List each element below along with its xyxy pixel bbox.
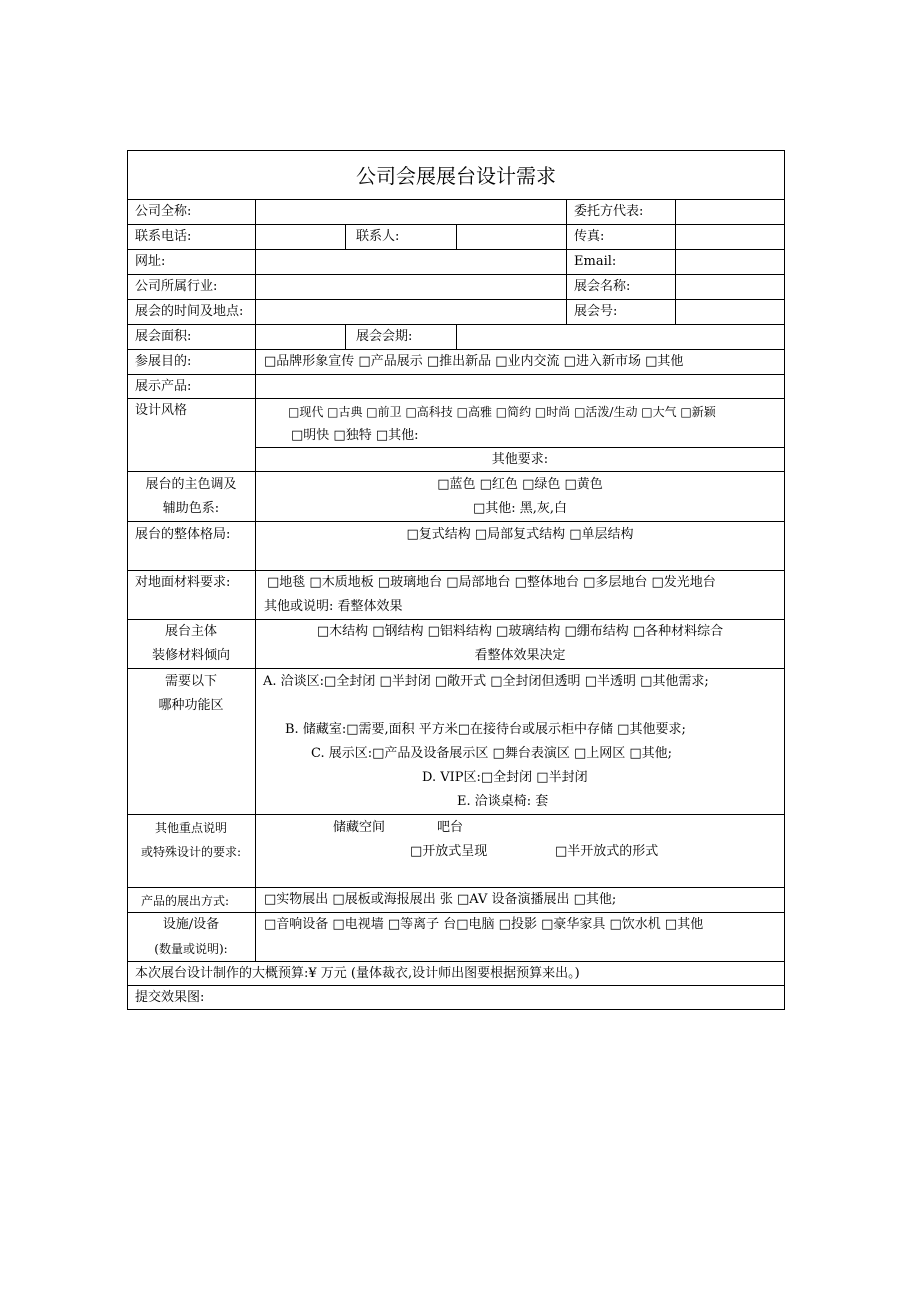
equip-label-2: (数量或说明): xyxy=(154,942,228,956)
fax-label: 传真: xyxy=(574,229,605,244)
display-label: 产品的展出方式: xyxy=(141,894,230,908)
form-title: 公司会展展台设计需求 xyxy=(356,164,556,188)
func-e: E. 洽谈桌椅: 套 xyxy=(457,794,549,809)
material-note: 看整体效果决定 xyxy=(474,648,566,663)
style-options-1: □现代 □古典 □前卫 □高科技 □高雅 □简约 □时尚 □活泼/生动 □大气 □新颖 xyxy=(288,405,716,419)
color-options: □蓝色 □红色 □绿色 □黄色 xyxy=(437,477,603,492)
display-options: □实物展出 □展板或海报展出 张 □AV 设备演播展出 □其他; xyxy=(264,892,617,907)
bar-text: 吧台 xyxy=(437,820,464,835)
expo-name-label: 展会名称: xyxy=(574,279,631,294)
floor-label: 对地面材料要求: xyxy=(135,575,231,590)
color-other: □其他: 黑,灰,白 xyxy=(472,501,568,516)
products-label: 展示产品: xyxy=(135,379,192,394)
floor-note: 其他或说明: 看整体效果 xyxy=(264,599,403,614)
company-name-label: 公司全称: xyxy=(135,204,192,219)
storage-text: 储藏空间 xyxy=(333,820,386,835)
floor-options: □地毯 □木质地板 □玻璃地台 □局部地台 □整体地台 □多层地台 □发光地台 xyxy=(267,575,716,590)
submit-label: 提交效果图: xyxy=(135,990,205,1005)
dates-label: 展会会期: xyxy=(356,329,413,344)
func-c: C. 展示区:□产品及设备展示区 □舞台表演区 □上网区 □其他; xyxy=(311,746,673,761)
website-label: 网址: xyxy=(135,254,166,269)
material-label-2: 装修材料倾向 xyxy=(151,648,230,663)
special-label-2: 或特殊设计的要求: xyxy=(140,845,242,859)
open-style-option: □开放式呈现 xyxy=(410,844,488,859)
equip-label-1: 设施/设备 xyxy=(162,917,220,932)
func-d: D. VIP区:□全封闭 □半封闭 xyxy=(422,770,588,785)
email-label: Email: xyxy=(574,254,617,269)
layout-options: □复式结构 □局部复式结构 □单层结构 xyxy=(406,527,634,542)
style-options-2: □明快 □独特 □其他: xyxy=(291,428,419,443)
color-label-2: 辅助色系: xyxy=(162,501,220,516)
purpose-options: □品牌形象宣传 □产品展示 □推出新品 □业内交流 □进入新市场 □其他 xyxy=(264,354,684,369)
rep-label: 委托方代表: xyxy=(574,204,644,219)
material-label-1: 展台主体 xyxy=(164,624,217,639)
func-label-1: 需要以下 xyxy=(164,674,217,689)
half-open-option: □半开放式的形式 xyxy=(555,844,659,859)
industry-label: 公司所属行业: xyxy=(135,279,218,294)
special-label-1: 其他重点说明 xyxy=(154,821,227,835)
budget-text: 本次展台设计制作的大概预算:¥ 万元 (量体裁衣,设计师出图要根据预算来出。) xyxy=(135,966,580,981)
equip-options: □音响设备 □电视墙 □等离子 台□电脑 □投影 □豪华家具 □饮水机 □其他 xyxy=(264,917,704,932)
layout-label: 展台的整体格局: xyxy=(135,527,231,542)
func-b: B. 储藏室:□需要,面积 平方米□在接待台或展示柜中存储 □其他要求; xyxy=(285,722,686,737)
purpose-label: 参展目的: xyxy=(135,354,192,369)
func-label-2: 哪种功能区 xyxy=(158,698,224,713)
contact-label: 联系人: xyxy=(356,229,400,244)
material-options: □木结构 □钢结构 □铝料结构 □玻璃结构 □绷布结构 □各种材料综合 xyxy=(316,624,724,639)
phone-label: 联系电话: xyxy=(135,229,192,244)
other-req-label: 其他要求: xyxy=(491,452,549,467)
area-label: 展会面积: xyxy=(135,329,192,344)
time-place-label: 展会的时间及地点: xyxy=(135,304,244,319)
color-label-1: 展台的主色调及 xyxy=(145,477,237,492)
func-a: A. 洽谈区:□全封闭 □半封闭 □敞开式 □全封闭但透明 □半透明 □其他需求; xyxy=(263,674,709,689)
booth-no-label: 展会号: xyxy=(574,304,618,319)
style-label: 设计风格 xyxy=(135,403,188,418)
